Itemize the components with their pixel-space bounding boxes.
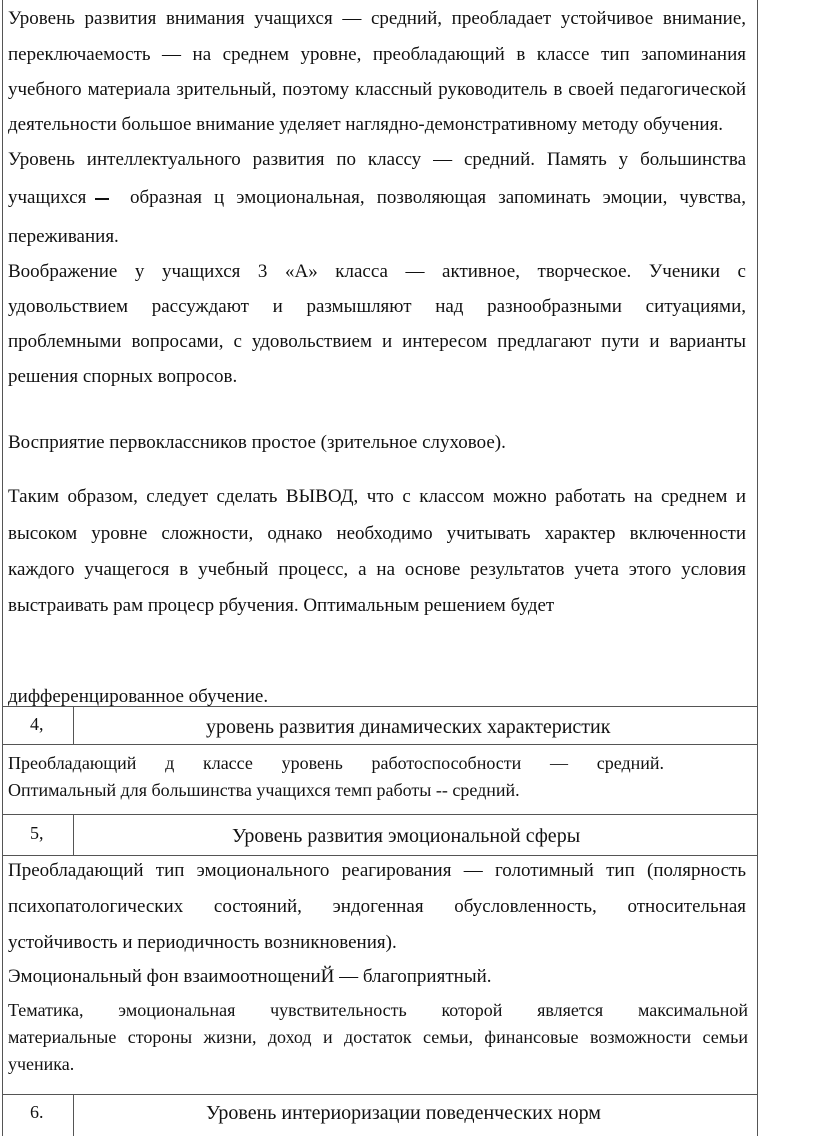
paragraph-line: выстраивать рам процеср рбучения. Оптимальным решением будет	[8, 595, 555, 616]
paragraph-line: образная ц эмоциональная, позволяющая запоминать эмоции, чувства,	[130, 187, 746, 208]
paragraph-line: переключаемость — на среднем уровне, преобладающий в классе тип запоминания	[8, 44, 746, 65]
num-column-divider	[73, 706, 74, 744]
paragraph-line	[8, 187, 119, 209]
row-divider	[2, 814, 758, 815]
paragraph-line: психопатологических состояний, эндогенная обусловленность, относительная	[8, 896, 746, 917]
paragraph-line: Преобладающий д классе уровень работоспособности — средний.	[8, 753, 664, 773]
paragraph-line: дифференцированное обучение.	[8, 686, 269, 707]
paragraph-line: Оптимальный для большинства учащихся темп работы -- средний.	[8, 780, 520, 800]
row-number: 6.	[30, 1102, 44, 1122]
paragraph-line: ученика.	[8, 1054, 75, 1074]
paragraph-line: удовольствием рассуждают и размышляют над разнообразными ситуациями,	[8, 296, 746, 317]
table-border-left	[2, 0, 3, 1136]
paragraph-line: высоком уровне сложности, однако необходимо учитывать характер включенности	[8, 523, 746, 544]
paragraph-line: Восприятие первоклассников простое (зрительное слуховое).	[8, 432, 506, 453]
paragraph-line: материальные стороны жизни, доход и достаток семьи, финансовые возможности семьи	[8, 1027, 748, 1047]
paragraph-line: Преобладающий тип эмоционального реагирования — голотимный тип (полярность	[8, 860, 746, 881]
num-column-divider	[73, 1094, 74, 1136]
paragraph-line: проблемными вопросами, с удовольствием и интересом предлагают пути и варианты	[8, 331, 746, 352]
row-divider	[2, 855, 758, 856]
num-column-divider	[73, 814, 74, 855]
row-number: 5,	[30, 823, 44, 843]
paragraph-line: переживания.	[8, 226, 119, 247]
row-title: Уровень развития эмоциональной сферы	[232, 825, 581, 847]
row-number: 4,	[30, 714, 44, 734]
row-divider	[2, 1094, 758, 1095]
paragraph-line: решения спорных вопросов.	[8, 366, 238, 387]
paragraph-line: Таким образом, следует сделать ВЫВОД, что с классом можно работать на среднем и	[8, 486, 746, 507]
dash-mark	[95, 198, 109, 200]
paragraph-line: Воображение у учащихся 3 «А» класса — активное, творческое. Ученики с	[8, 261, 746, 282]
paragraph-line: каждого учащегося в учебный процесс, а на основе результатов учета этого условия	[8, 559, 746, 580]
paragraph-line: Уровень развития внимания учащихся — средний, преобладает устойчивое внимание,	[8, 8, 746, 29]
word: учащихся	[8, 187, 87, 208]
paragraph-line: деятельности большое внимание уделяет наглядно-демонстративному методу обучения.	[8, 114, 724, 135]
row-title: уровень развития динамических характеристик	[206, 716, 611, 738]
paragraph-line: Эмоциональный фон взаимоотнощениЙ — благоприятный.	[8, 966, 492, 987]
paragraph-line: Уровень интеллектуального развития по классу — средний. Память у большинства	[8, 149, 746, 170]
paragraph-line: устойчивость и периодичность возникновения).	[8, 932, 397, 953]
row-title: Уровень интериоризации поведенческих норм	[206, 1102, 601, 1124]
row-divider	[2, 744, 758, 745]
paragraph-line: учебного материала зрительный, поэтому классный руководитель в своей педагогической	[8, 79, 746, 100]
paragraph-line: Тематика, эмоциональная чувствительность которой является максимальной	[8, 1000, 748, 1020]
table-border-right	[757, 0, 758, 1136]
